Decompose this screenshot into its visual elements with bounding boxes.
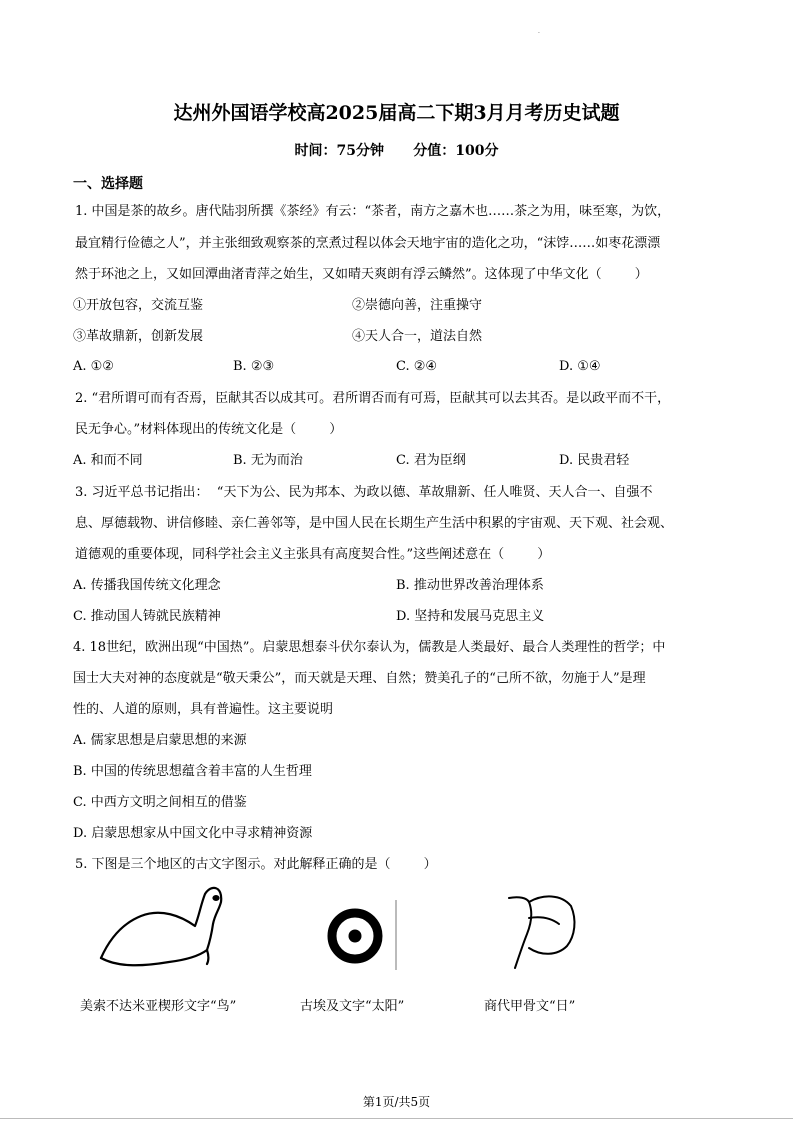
question-line: 国士大夫对神的态度就是“敬天秉公”，而天就是天理、自然；赞美孔子的“己所不欲，勿施于人”是理	[73, 671, 646, 686]
option-d: D. 坚持和发展马克思主义	[396, 609, 545, 624]
statement: ④天人合一，道法自然	[352, 329, 483, 344]
egyptian-sun-hieroglyph-icon	[312, 900, 402, 972]
question-line: 息、厚德载物、讲信修睦、亲仁善邻等，是中国人民在长期生产生活中积累的宇宙观、天下观、社会观、	[75, 516, 674, 531]
question-line: 民无争心。”材料体现出的传统文化是（ ）	[75, 422, 343, 437]
option-a: A. ①②	[73, 359, 114, 374]
statement: ③革故鼎新，创新发展	[73, 329, 204, 344]
statement: ①开放包容，交流互鉴	[73, 298, 204, 313]
option-b: B. 中国的传统思想蕴含着丰富的人生哲理	[73, 764, 312, 779]
option-a: A. 传播我国传统文化理念	[73, 578, 221, 593]
option-b: B. ②③	[233, 359, 275, 374]
bottom-divider	[0, 1118, 793, 1119]
question-line: 然于环池之上，又如回潭曲渚青萍之始生，又如晴天爽朗有浮云鳞然”。这体现了中华文化（ ）	[75, 267, 648, 282]
option-d: D. ①④	[559, 359, 601, 374]
option-a: A. 儒家思想是启蒙思想的来源	[73, 733, 247, 748]
option-c: C. ②④	[396, 359, 438, 374]
question-line: 5. 下图是三个地区的古文字图示。对此解释正确的是（ ）	[75, 857, 437, 872]
question-line: 道德观的重要体现，同科学社会主义主张具有高度契合性。”这些阐述意在（ ）	[75, 547, 551, 562]
question-line: 4. 18世纪，欧洲出现“中国热”。启蒙思想泰斗伏尔泰认为，儒教是人类最好、最合人类理性的哲学；中	[73, 640, 666, 655]
exam-subtitle: 时间：75分钟 分值：100分	[294, 143, 499, 159]
option-b: B. 推动世界改善治理体系	[396, 578, 544, 593]
figure-caption: 古埃及文字“太阳”	[300, 999, 405, 1014]
oracle-bone-sun-glyph-icon	[505, 890, 585, 975]
figure-caption: 商代甲骨文“日”	[484, 999, 576, 1014]
option-c: C. 中西方文明之间相互的借鉴	[73, 795, 247, 810]
page-number: 第1页/共5页	[362, 1095, 431, 1109]
option-d: D. 启蒙思想家从中国文化中寻求精神资源	[73, 826, 313, 841]
exam-title: 达州外国语学校高2025届高二下期3月月考历史试题	[173, 102, 620, 124]
figure-caption: 美索不达米亚楔形文字“鸟”	[80, 999, 237, 1014]
top-mark: ·	[538, 30, 540, 37]
mesopotamian-bird-cuneiform-icon	[95, 880, 230, 980]
question-line: 2. “君所谓可而有否焉，臣献其否以成其可。君所谓否而有可焉，臣献其可以去其否。是以政平而不干，	[75, 391, 671, 406]
section-heading: 一、选择题	[73, 176, 143, 192]
question-line: 3. 习近平总书记指出： “天下为公、民为邦本、为政以德、革故鼎新、任人唯贤、天人合一、自强不	[75, 485, 653, 500]
option-c: C. 推动国人铸就民族精神	[73, 609, 221, 624]
question-line: 1. 中国是茶的故乡。唐代陆羽所撰《茶经》有云：“茶者，南方之嘉木也……茶之为用，味至寒，为饮，	[75, 204, 671, 219]
option-d: D. 民贵君轻	[559, 453, 630, 468]
question-line: 性的、人道的原则，具有普遍性。这主要说明	[73, 702, 334, 717]
question-line: 最宜精行俭德之人”，并主张细致观察茶的烹煮过程以体会天地宇宙的造化之功，“沫饽……如枣花漂漂	[75, 236, 661, 251]
option-a: A. 和而不同	[73, 453, 143, 468]
option-c: C. 君为臣纲	[396, 453, 466, 468]
statement: ②崇德向善，注重操守	[352, 298, 483, 313]
option-b: B. 无为而治	[233, 453, 303, 468]
